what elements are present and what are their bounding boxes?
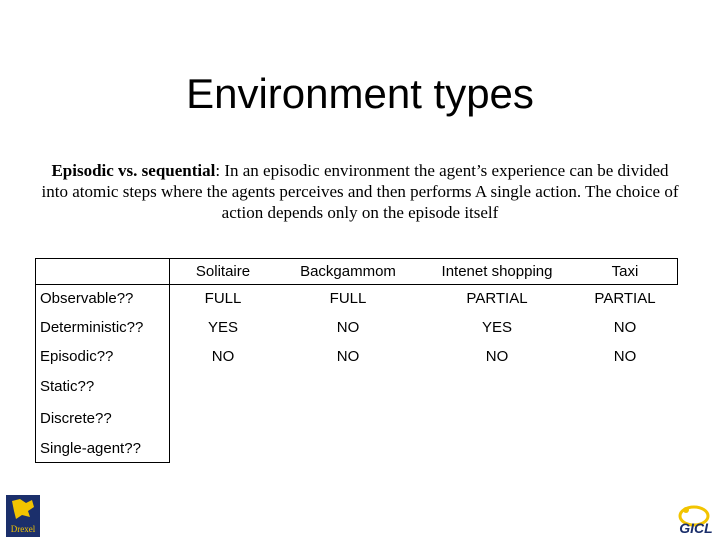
table-header-divider xyxy=(35,284,678,285)
cell-observable-taxi: PARTIAL xyxy=(594,290,656,307)
cell-observable-solitaire: FULL xyxy=(204,290,242,307)
cell-deterministic-backgammom: NO xyxy=(336,319,360,336)
cell-episodic-taxi: NO xyxy=(613,348,637,365)
row-label-deterministic: Deterministic?? xyxy=(40,319,144,336)
intro-paragraph xyxy=(40,160,680,223)
row-label-single-agent: Single-agent?? xyxy=(40,440,141,457)
row-label-observable: Observable?? xyxy=(40,290,134,307)
cell-deterministic-solitaire: YES xyxy=(207,319,239,336)
slide-title: Environment types xyxy=(186,70,534,117)
row-label-episodic: Episodic?? xyxy=(40,348,114,365)
cell-observable-backgammom: FULL xyxy=(329,290,367,307)
svg-text:GICL: GICL xyxy=(679,520,713,536)
cell-episodic-backgammom: NO xyxy=(336,348,360,365)
gicl-logo xyxy=(674,500,718,536)
cell-episodic-intenet-shopping: NO xyxy=(485,348,509,365)
cell-deterministic-taxi: NO xyxy=(613,319,637,336)
table-frame-right xyxy=(677,258,678,285)
svg-text:Drexel: Drexel xyxy=(10,524,36,534)
row-label-discrete: Discrete?? xyxy=(40,410,112,427)
cell-episodic-solitaire: NO xyxy=(211,348,235,365)
table-frame-top xyxy=(35,258,678,259)
column-header-solitaire: Solitaire xyxy=(195,263,251,280)
intro-term: Episodic vs. sequential xyxy=(51,161,216,180)
column-header-backgammom: Backgammom xyxy=(300,263,396,280)
column-header-intenet-shopping: Intenet shopping xyxy=(441,263,553,280)
cell-observable-intenet-shopping: PARTIAL xyxy=(466,290,528,307)
column-header-taxi: Taxi xyxy=(611,263,639,280)
cell-deterministic-intenet-shopping: YES xyxy=(481,319,513,336)
drexel-logo xyxy=(6,495,40,537)
row-label-static: Static?? xyxy=(40,378,95,395)
intro-text: : In an episodic environment the agent’s experience can be divided into atomic steps where the agents perceives and then performs A single action. The choice of action depends only on the episode itself xyxy=(41,161,679,222)
